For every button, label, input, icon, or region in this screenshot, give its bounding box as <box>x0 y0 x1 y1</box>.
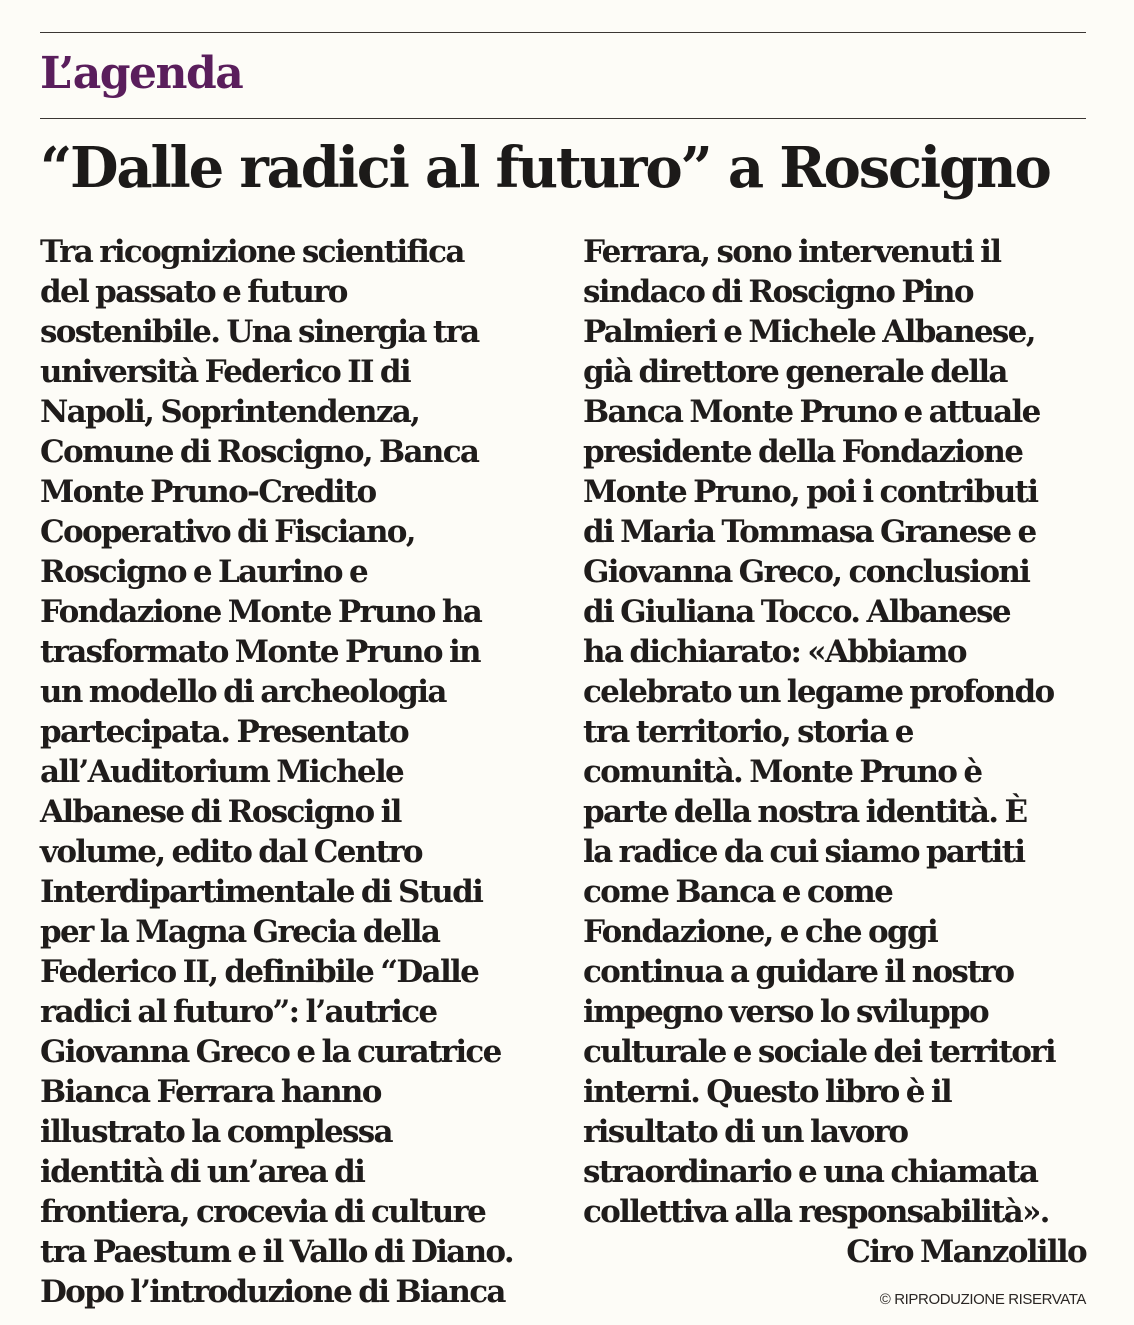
text-line: Napoli, Soprintendenza, <box>40 394 420 430</box>
text-line: sindaco di Roscigno Pino <box>583 274 973 310</box>
copyright-notice: © RIPRODUZIONE RISERVATA <box>879 1291 1086 1308</box>
text-line: sostenibile. Una sinergia tra <box>40 314 479 350</box>
text-line: Roscigno e Laurino e <box>40 554 368 590</box>
section-rule <box>40 118 1086 119</box>
text-line: continua a guidare il nostro <box>583 954 1014 990</box>
text-line: Giovanna Greco, conclusioni <box>583 554 1030 590</box>
text-line: Albanese di Roscigno il <box>40 794 401 830</box>
text-line: Interdipartimentale di Studi <box>40 874 483 910</box>
text-line: Giovanna Greco e la curatrice <box>40 1034 501 1070</box>
text-line: Tra ricognizione scientifica <box>40 234 464 270</box>
text-line: Cooperativo di Fisciano, <box>40 514 415 550</box>
text-line: tra territorio, storia e <box>583 714 913 750</box>
text-line: del passato e futuro <box>40 274 347 310</box>
text-line: all’Auditorium Michele <box>40 754 404 790</box>
text-line: impegno verso lo sviluppo <box>583 994 988 1030</box>
text-line: risultato di un lavoro <box>583 1114 908 1150</box>
text-line: culturale e sociale dei territori <box>583 1034 1055 1070</box>
text-line: Fondazione, e che oggi <box>583 914 938 950</box>
text-line: identità di un’area di <box>40 1154 365 1190</box>
text-line: per la Magna Grecia della <box>40 914 440 950</box>
text-line: presidente della Fondazione <box>583 434 1023 470</box>
text-line: di Maria Tommasa Granese e <box>583 514 1036 550</box>
text-line: collettiva alla responsabilità». <box>583 1194 1049 1230</box>
article-column-left <box>40 232 550 1312</box>
text-line: Dopo l’introduzione di Bianca <box>40 1274 505 1310</box>
article-clipping <box>40 32 1086 1312</box>
text-line: ha dichiarato: «Abbiamo <box>583 634 966 670</box>
text-line: Monte Pruno-Credito <box>40 474 376 510</box>
article-column-right <box>583 232 1086 1272</box>
text-line: già direttore generale della <box>583 354 1007 390</box>
text-line: università Federico II di <box>40 354 410 390</box>
text-line: un modello di archeologia <box>40 674 446 710</box>
top-rule <box>40 32 1086 33</box>
text-line: la radice da cui siamo partiti <box>583 834 1025 870</box>
text-line: celebrato un legame profondo <box>583 674 1054 710</box>
text-line: Monte Pruno, poi i contributi <box>583 474 1038 510</box>
text-line: illustrato la complessa <box>40 1114 392 1150</box>
text-line: tra Paestum e il Vallo di Diano. <box>40 1234 513 1270</box>
text-line: Ferrara, sono intervenuti il <box>583 234 1001 270</box>
text-line: parte della nostra identità. È <box>583 794 1027 830</box>
author-byline: Ciro Manzolillo <box>846 1234 1086 1270</box>
text-line: Palmieri e Michele Albanese, <box>583 314 1035 350</box>
text-line: Banca Monte Pruno e attuale <box>583 394 1040 430</box>
text-line: Comune di Roscigno, Banca <box>40 434 479 470</box>
section-label: L’agenda <box>40 48 243 99</box>
text-line: volume, edito dal Centro <box>40 834 422 870</box>
text-line: Fondazione Monte Pruno ha <box>40 594 482 630</box>
text-line: comunità. Monte Pruno è <box>583 754 982 790</box>
text-line: Bianca Ferrara hanno <box>40 1074 381 1110</box>
headline: “Dalle radici al futuro” a Roscigno <box>40 135 1050 201</box>
text-line: radici al futuro”: l’autrice <box>40 994 437 1030</box>
text-line: Federico II, definibile “Dalle <box>40 954 479 990</box>
text-line: frontiera, crocevia di culture <box>40 1194 486 1230</box>
text-line: di Giuliana Tocco. Albanese <box>583 594 1010 630</box>
text-line: trasformato Monte Pruno in <box>40 634 480 670</box>
text-line: come Banca e come <box>583 874 893 910</box>
text-line: straordinario e una chiamata <box>583 1154 1038 1190</box>
text-line: interni. Questo libro è il <box>583 1074 951 1110</box>
text-line: partecipata. Presentato <box>40 714 408 750</box>
